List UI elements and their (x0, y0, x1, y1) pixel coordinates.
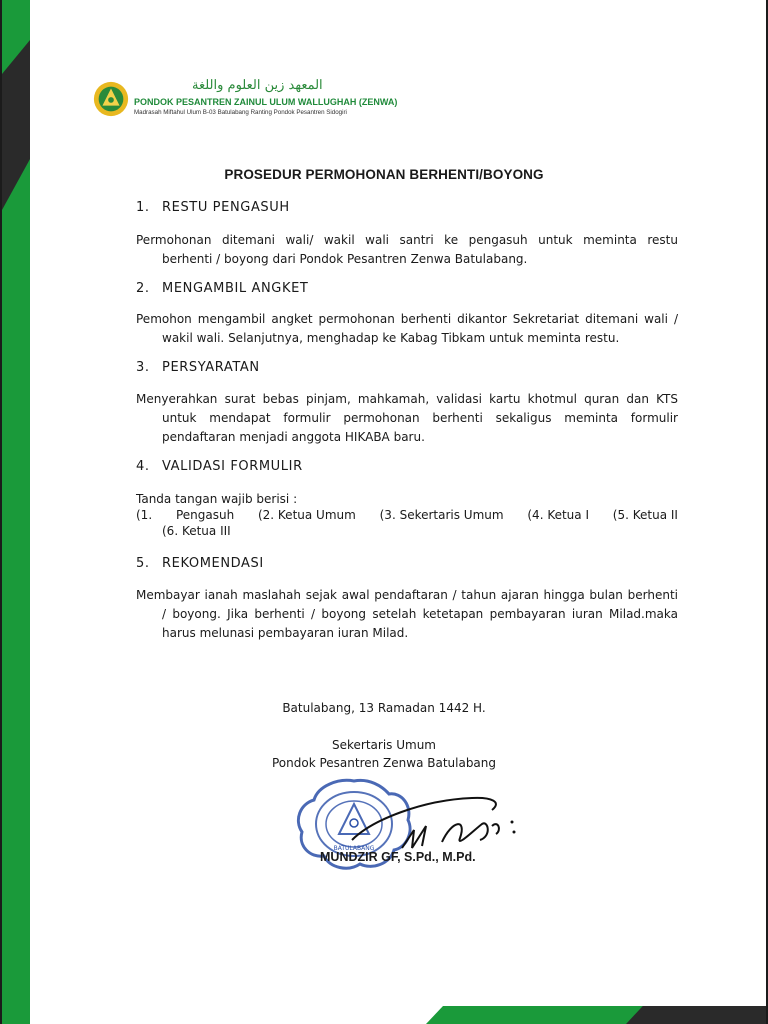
institution-subtitle: Madrasah Miftahul Ulum B-03 Batulabang Ranting Pondok Pesantren Sidogiri (134, 109, 347, 116)
paragraph-line: pendaftaran menjadi anggota HIKABA baru. (162, 430, 425, 444)
signatory-item: (1. (136, 508, 153, 522)
bottom-dark-accent (626, 1006, 766, 1024)
section-heading (136, 200, 290, 215)
section-title: REKOMENDASI (162, 556, 264, 571)
signatory-item: Pengasuh (175, 508, 235, 522)
paragraph-line: berhenti / boyong dari Pondok Pesantren Zenwa Batulabang. (162, 252, 528, 266)
section-number: 5. (136, 556, 150, 571)
section-number: 1. (136, 200, 150, 215)
paragraph-line: untuk mendapat formulir permohonan berhenti sekaligus meminta formulir (162, 411, 678, 425)
section-number: 4. (136, 459, 150, 474)
arabic-calligraphy: المعهد زين العلوم واللغة (192, 78, 323, 93)
section-number: 2. (136, 281, 150, 296)
place-date: Batulabang, 13 Ramadan 1442 H. (282, 701, 486, 715)
signatory-block (136, 491, 678, 539)
signer-position: Sekertaris Umum (332, 738, 436, 752)
signer-name: MUNDZIR GF, S.Pd., M.Pd. (320, 850, 476, 864)
paragraph-line: harus melunasi pembayaran iuran Milad. (162, 626, 409, 640)
section-paragraph (136, 310, 678, 348)
letterhead (92, 78, 398, 122)
paragraph-line: Permohonan ditemani wali/ wakil wali santri ke pengasuh untuk meminta restu (136, 233, 678, 247)
section-heading (136, 459, 303, 474)
section-title: VALIDASI FORMULIR (162, 459, 303, 474)
signatory-list (136, 507, 678, 523)
section-heading (136, 281, 308, 296)
signer-organization: Pondok Pesantren Zenwa Batulabang (271, 756, 497, 770)
institution-name: PONDOK PESANTREN ZAINUL ULUM WALLUGHAH (ZENWA) (134, 97, 398, 107)
document-page (2, 0, 766, 1024)
section-paragraph (136, 231, 678, 269)
section-number: 3. (136, 360, 150, 375)
signatory-item: (2. Ketua Umum (257, 508, 356, 522)
signatory-item: (3. Sekertaris Umum (379, 508, 504, 522)
signatory-item: (4. Ketua I (527, 508, 589, 522)
document-title: PROSEDUR PERMOHONAN BERHENTI/BOYONG (224, 167, 544, 182)
signatory-intro: Tanda tangan wajib berisi : (136, 492, 298, 506)
signatory-item: (6. Ketua III (162, 524, 231, 538)
signatory-item: (5. Ketua II (612, 508, 678, 522)
stamp-text: BATULABANG (333, 845, 375, 852)
paragraph-line: wakil wali. Selanjutnya, menghadap ke Kabag Tibkam untuk meminta restu. (162, 331, 620, 345)
paragraph-line: Membayar ianah maslahah sejak awal pendaftaran / tahun ajaran hingga bulan berhenti (136, 588, 678, 602)
paragraph-line: / boyong. Jika berhenti / boyong setelah ketetapan pembayaran iuran Milad.maka (162, 607, 678, 621)
paragraph-line: Menyerahkan surat bebas pinjam, mahkamah, validasi kartu khotmul quran dan KTS (136, 392, 678, 406)
handwritten-signature (342, 790, 532, 855)
section-title: MENGAMBIL ANGKET (162, 281, 309, 296)
paragraph-line: Pemohon mengambil angket permohonan berhenti dikantor Sekretariat ditemani wali / (136, 312, 678, 326)
section-paragraph (136, 586, 678, 643)
section-title: RESTU PENGASUH (162, 200, 290, 215)
section-heading (136, 556, 264, 571)
section-title: PERSYARATAN (162, 360, 260, 375)
section-paragraph (136, 390, 678, 447)
section-heading (136, 360, 260, 375)
pesantren-logo-icon (92, 80, 130, 118)
